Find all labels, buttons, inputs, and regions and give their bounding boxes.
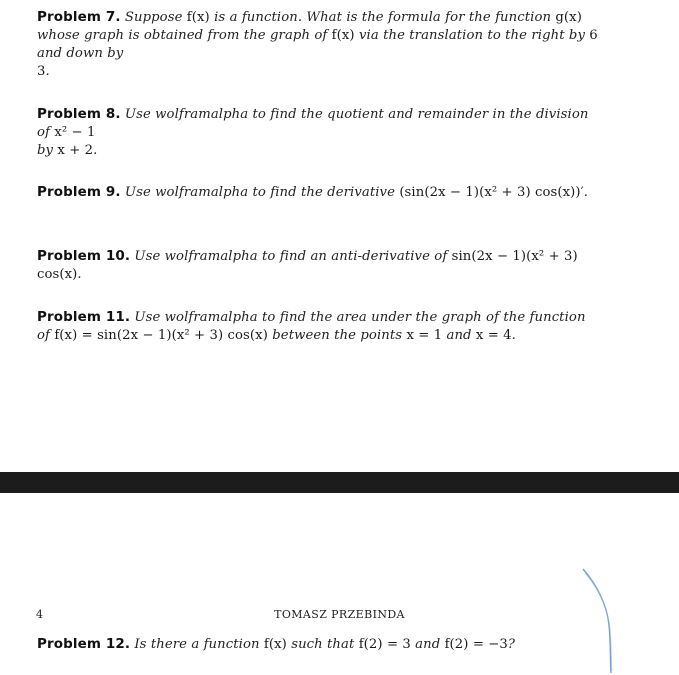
- problem-11: [37, 308, 599, 345]
- problem-8-text-c: .: [93, 143, 98, 158]
- problem-11-text-c: and: [446, 328, 472, 343]
- problem-8-text-a: Use wolframalpha to find the quotient and remainder in the division of: [37, 107, 589, 140]
- page-separator: [0, 472, 679, 493]
- problem-11-text-b: between the points: [272, 328, 403, 343]
- problem-7-text-b: is a function. What is the formula for the function: [214, 10, 552, 25]
- problem-7-text-d: via the translation to the right by: [358, 28, 585, 43]
- problem-9-text-b: .: [583, 185, 589, 200]
- problem-9-text-a: Use wolframalpha to find the derivative: [124, 185, 396, 200]
- problem-8-label: Problem 8.: [37, 106, 121, 122]
- problem-9-label: Problem 9.: [37, 184, 121, 200]
- problem-7-math-c: f(x): [331, 28, 355, 43]
- problem-7-math-b: g(x): [555, 10, 582, 25]
- problem-7-math-d: 6: [589, 28, 598, 43]
- problem-9-math-a: (sin(2x − 1)(x² + 3) cos(x))′: [399, 185, 584, 200]
- problem-7-text-c: whose graph is obtained from the graph of: [37, 28, 328, 43]
- page-number: 4: [36, 608, 43, 621]
- problem-7-text-f: .: [45, 64, 50, 79]
- problem-10: [37, 247, 599, 284]
- problem-12: [37, 635, 599, 654]
- problem-12-text-a: Is there a function: [134, 637, 260, 652]
- problem-7-text-e: and down by: [37, 46, 124, 61]
- running-head: TOMASZ PRZEBINDA: [274, 608, 405, 621]
- problem-10-label: Problem 10.: [37, 248, 131, 264]
- problem-10-text-b: .: [77, 267, 82, 282]
- problem-8-text-b: by: [37, 143, 54, 158]
- problem-7-math-a: f(x): [186, 10, 210, 25]
- problem-12-math-b: f(2) = 3: [358, 637, 411, 652]
- problem-11-math-c: x = 4: [475, 328, 512, 343]
- problem-12-text-d: ?: [507, 637, 516, 652]
- problem-11-text-a: Use wolframalpha to find the area under the graph of the function of: [37, 310, 586, 343]
- problem-12-label: Problem 12.: [37, 636, 131, 652]
- problem-7-math-e: 3: [37, 64, 46, 79]
- problem-7-text-a: Suppose: [124, 10, 183, 25]
- problem-9: [37, 183, 599, 202]
- problem-11-text-d: .: [511, 328, 516, 343]
- problem-8: [37, 105, 599, 160]
- problem-12-math-c: f(2) = −3: [444, 637, 508, 652]
- problem-8-math-a: x² − 1: [54, 125, 96, 140]
- problem-12-math-a: f(x): [263, 637, 287, 652]
- problem-12-text-b: such that: [291, 637, 355, 652]
- problem-7-label: Problem 7.: [37, 9, 121, 25]
- problem-8-math-b: x + 2: [57, 143, 94, 158]
- margin-highlight-mark: [575, 565, 625, 675]
- problem-7: [37, 8, 599, 81]
- problem-10-text-a: Use wolframalpha to find an anti-derivative of: [134, 249, 448, 264]
- problem-11-label: Problem 11.: [37, 309, 131, 325]
- problem-11-math-a: f(x) = sin(2x − 1)(x² + 3) cos(x): [54, 328, 268, 343]
- problem-11-math-b: x = 1: [406, 328, 443, 343]
- problem-12-text-c: and: [415, 637, 441, 652]
- problem-10-math-a: sin(2x − 1)(x² + 3) cos(x): [37, 249, 578, 282]
